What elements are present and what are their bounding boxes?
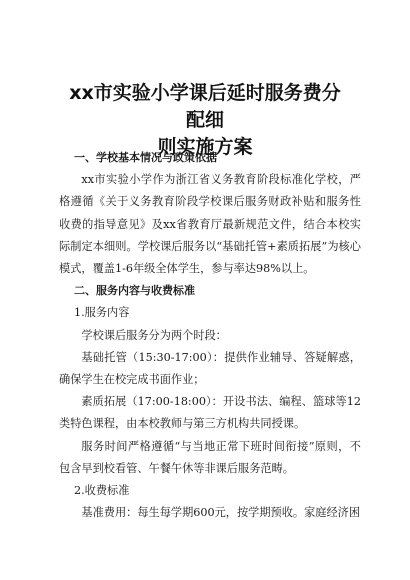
service-quality-expansion: 素质拓展（17:00-18:00）：开设书法、编程、篮球等12类特色课程，由本校教师与第三方机构共同授课。 (59, 395, 361, 431)
section-heading-1: 一、学校基本情况与政策依据 (74, 151, 217, 164)
document-body (59, 147, 361, 524)
service-content-intro: 学校课后服务分为两个时段： (81, 328, 227, 342)
service-time-principle: 服务时间严格遵循“与当地正常下班时间衔接”原则，不包含早到校看管、午餐午休等非课后服务范畴。 (59, 439, 361, 475)
subsection-heading-fee-standard: 2.收费标准 (74, 484, 130, 498)
service-basic-care: 基础托管（15:30-17:00）：提供作业辅导、答疑解惑，确保学生在校完成书面作业； (59, 350, 361, 387)
subsection-heading-service-content: 1.服务内容 (74, 306, 130, 320)
title-line-1: xx市实验小学课后延时服务费分配细 (69, 82, 341, 131)
fee-basic-amount: 基准费用：每生每学期600元，按学期预收。家庭经济困 (81, 506, 361, 520)
section-1-paragraph: xx市实验小学作为浙江省义务教育阶段标准化学校，严格遵循《关于义务教育阶段学校课后服务财政补贴和服务性收费的指导意见》及xx省教育厅最新规范文件，结合本校实际制定本细则。学校课后服务以“基础托管+素质拓展”为核心模式，覆盖1-6年级全体学生，参与率达98%以上。 (59, 173, 361, 276)
title-line-2: 则实施方案 (157, 136, 253, 158)
section-heading-2: 二、服务内容与收费标准 (74, 284, 195, 298)
